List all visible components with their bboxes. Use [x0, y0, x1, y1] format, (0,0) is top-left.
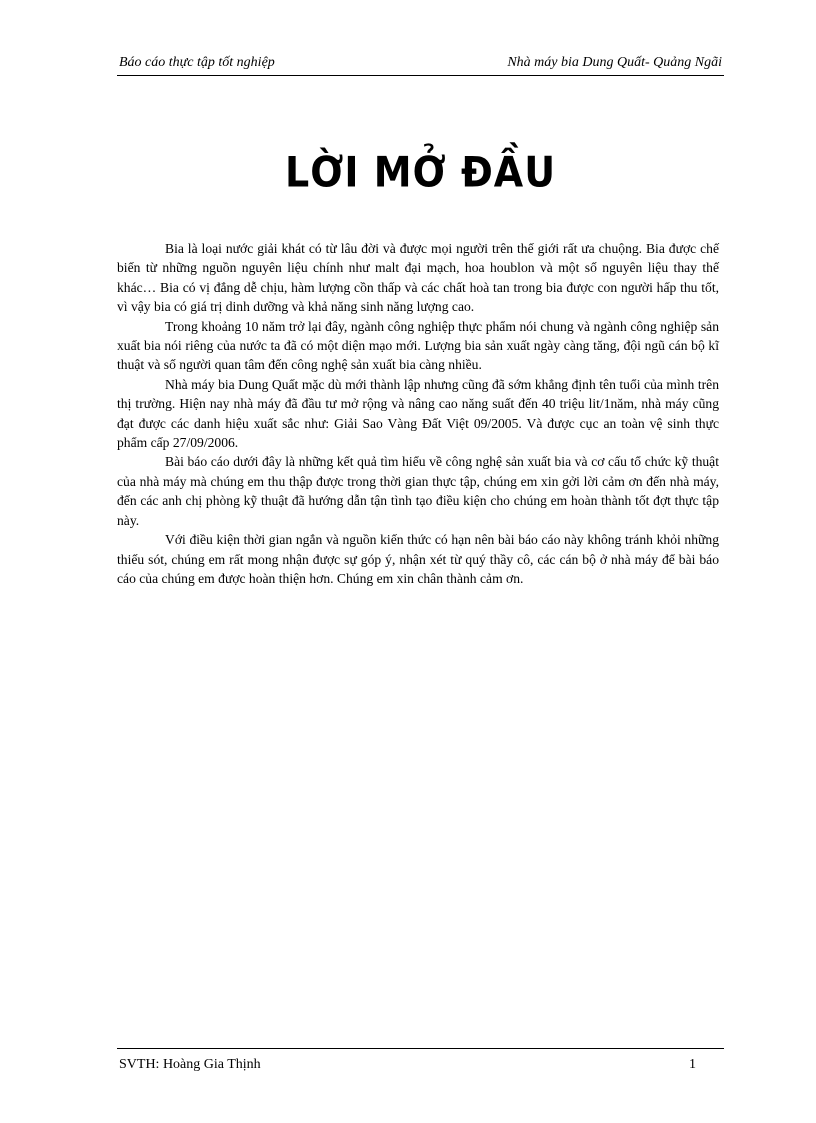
page-footer	[117, 1048, 724, 1075]
footer-student-name: SVTH: Hoàng Gia Thịnh	[119, 1057, 261, 1072]
page-title: LỜI MỞ ĐẦU	[284, 147, 557, 197]
header-report-title: Báo cáo thực tập tốt nghiệp	[119, 55, 275, 70]
paragraph-3: Nhà máy bia Dung Quất mặc dù mới thành lập nhưng cũng đã sớm khẳng định tên tuổi của mình trên thị trường. Hiện nay nhà máy đã đầu tư mở rộng và nâng cao năng suất đến 40 triệu lit/1năm, nhà máy cũng đạt được các danh hiệu xuất sắc như: Giải Sao Vàng Đất Việt 09/2005. Và được cục an toàn vệ sinh thực phẩm cấp 27/09/2006.	[117, 376, 719, 451]
paragraph-4: Bài báo cáo dưới đây là những kết quả tìm hiểu về công nghệ sản xuất bia và cơ cấu tổ chức kỹ thuật của nhà máy mà chúng em thu thập được trong thời gian thực tập, chúng em xin gởi lời cảm ơn đến nhà máy, đến các anh chị phòng kỹ thuật đã hướng dẫn tận tình tạo điều kiện cho chúng em hoàn thành tốt đợt thực tập này.	[117, 454, 719, 528]
header-factory-name: Nhà máy bia Dung Quất- Quảng Ngãi	[507, 55, 722, 70]
paragraph-1: Bia là loại nước giải khát có từ lâu đời và được mọi người trên thế giới rất ưa chuộng. Bia được chế biến từ những nguồn nguyên liệu chính như malt đại mạch, hoa houblon và một số nguyên liệu thay thế khác… Bia có vị đắng dễ chịu, hàm lượng cồn thấp và các chất hoà tan trong bia được con người hấp thu tốt, vì vậy bia có giá trị dinh dưỡng và khả năng sinh năng lượng cao.	[117, 241, 719, 315]
document-body	[117, 239, 719, 588]
paragraph-5: Với điều kiện thời gian ngắn và nguồn kiến thức có hạn nên bài báo cáo này không tránh khỏi những thiếu sót, chúng em rất mong nhận được sự góp ý, nhận xét từ quý thầy cô, các cán bộ ở nhà máy để bài báo cáo của chúng em được hoàn thiện hơn. Chúng em xin chân thành cảm ơn.	[117, 532, 719, 586]
page-number: 1	[689, 1057, 696, 1072]
page-header	[117, 53, 724, 76]
paragraph-2: Trong khoảng 10 năm trở lại đây, ngành công nghiệp thực phẩm nói chung và ngành công nghiệp sản xuất bia nói riêng của nước ta đã có một diện mạo mới. Lượng bia sản xuất ngày càng tăng, đội ngũ cán bộ kĩ thuật và số người quan tâm đến công nghệ sản xuất bia càng nhiều.	[117, 318, 719, 373]
